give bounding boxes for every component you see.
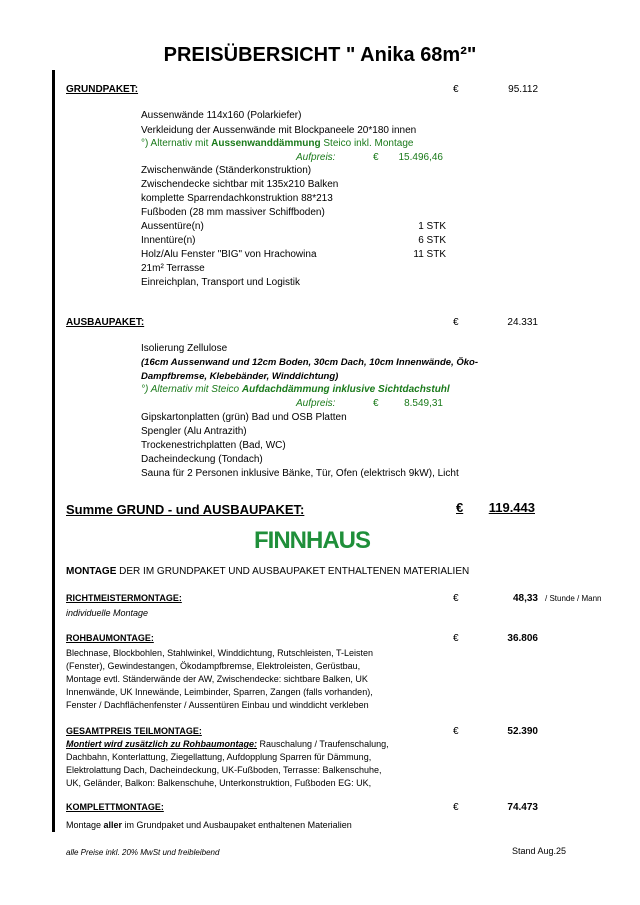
grund-item: Verkleidung der Aussenwände mit Blockpaneele 20*180 innen bbox=[141, 125, 417, 136]
ausbau-item: Gipskartonplatten (grün) Bad und OSB Platten bbox=[141, 412, 347, 423]
summe-label: Summe GRUND - und AUSBAUPAKET: bbox=[66, 502, 305, 517]
ausbau-item: Spengler (Alu Antrazith) bbox=[141, 426, 247, 437]
rohbau-price: 36.806 bbox=[507, 633, 538, 644]
teilmontage-line: UK, Geländer, Balkon: Balkenschuhe, Unterkonstruktion, Fußboden EG: UK, bbox=[66, 778, 372, 788]
richtmeister-unit: / Stunde / Mann bbox=[545, 594, 602, 603]
grundpaket-heading: GRUNDPAKET: bbox=[66, 84, 139, 95]
ausbaupaket-heading: AUSBAUPAKET: bbox=[66, 317, 145, 328]
teilmontage-line: Montiert wird zusätzlich zu Rohbaumontage: Rauschalung / Traufenschalung, bbox=[66, 739, 389, 749]
richtmeister-price: 48,33 bbox=[512, 593, 538, 604]
ausbau-iso-detail: Dampfbremse, Klebebänder, Winddichtung) bbox=[141, 371, 339, 382]
grundpaket-currency: € bbox=[453, 84, 459, 95]
ausbau-item: Dacheindeckung (Tondach) bbox=[141, 454, 263, 465]
ausbau-item: Sauna für 2 Personen inklusive Bänke, Tür, Ofen (elektrisch 9kW), Licht bbox=[141, 468, 459, 479]
komplettmontage-price: 74.473 bbox=[507, 802, 538, 813]
grund-alternative: °) Alternativ mit Aussenwanddämmung Steico inkl. Montage bbox=[141, 138, 414, 149]
rohbau-line: Blechnase, Blockbohlen, Stahlwinkel, Winddichtung, Rutschleisten, T-Leisten bbox=[66, 648, 374, 658]
footer-note: alle Preise inkl. 20% MwSt und freibleibend bbox=[66, 848, 220, 857]
komplettmontage-heading: KOMPLETTMONTAGE: bbox=[66, 802, 164, 812]
footer-stand: Stand Aug.25 bbox=[512, 846, 567, 856]
left-margin-bar bbox=[52, 70, 55, 832]
grund-item: komplette Sparrendachkonstruktion 88*213 bbox=[141, 193, 333, 204]
ausbau-iso-detail: (16cm Aussenwand und 12cm Boden, 30cm Dach, 10cm Innenwände, Öko- bbox=[141, 357, 478, 368]
montage-heading: MONTAGE DER IM GRUNDPAKET UND AUSBAUPAKET ENTHALTENEN MATERIALIEN bbox=[66, 566, 470, 577]
rohbau-line: Fenster / Dachflächenfenster / Aussentüren Einbau und winddicht verkleben bbox=[66, 700, 369, 710]
rohbau-line: Montage evtl. Ständerwände der AW, Zwischendecke: sichtbare Balken, UK bbox=[66, 674, 368, 684]
grund-item: 21m² Terrasse bbox=[141, 263, 205, 274]
grund-qty-item-name: Innentüre(n) bbox=[141, 235, 196, 246]
rohbau-line: (Fenster), Gewindestangen, Ökodampfbremse, Elektroleisten, Gerüstbau, bbox=[66, 661, 361, 671]
richtmeister-heading: RICHTMEISTERMONTAGE: bbox=[66, 593, 182, 603]
page-title: PREISÜBERSICHT " Anika 68m²" bbox=[163, 44, 477, 66]
ausbau-item: Trockenestrichplatten (Bad, WC) bbox=[141, 440, 286, 451]
komplettmontage-line: Montage aller im Grundpaket und Ausbaupaket enthaltenen Materialien bbox=[66, 820, 352, 830]
teilmontage-price: 52.390 bbox=[507, 726, 538, 737]
grund-item: Einreichplan, Transport und Logistik bbox=[141, 277, 300, 288]
grund-item: Fußboden (28 mm massiver Schiffboden) bbox=[141, 207, 325, 218]
grund-qty-item-name: Holz/Alu Fenster "BIG" von Hrachowina bbox=[141, 249, 317, 260]
ausbau-alternative: °) Alternativ mit Steico Aufdachdämmung inklusive Sichtdachstuhl bbox=[141, 384, 450, 395]
summe-value: 119.443 bbox=[488, 500, 535, 515]
teilmontage-currency: € bbox=[453, 726, 459, 737]
summe-currency: € bbox=[456, 500, 464, 515]
finnhaus-logo bbox=[252, 525, 372, 553]
grund-aufpreis-label: Aufpreis: bbox=[296, 152, 336, 163]
richtmeister-currency: € bbox=[453, 593, 459, 604]
grundpaket-price: 95.112 bbox=[508, 84, 538, 95]
grund-aufpreis-value: 15.496,46 bbox=[398, 152, 443, 163]
grund-qty-item-name: Aussentüre(n) bbox=[141, 221, 204, 232]
rohbau-line: Innenwände, UK Innewände, Leimbinder, Sparren, Zangen (falls vorhanden), bbox=[66, 687, 373, 697]
grund-item: Aussenwände 114x160 (Polarkiefer) bbox=[141, 110, 302, 121]
ausbau-aufpreis-value: 8.549,31 bbox=[404, 398, 443, 409]
ausbau-aufpreis-currency: € bbox=[373, 398, 379, 409]
grund-aufpreis-currency: € bbox=[373, 152, 379, 163]
finnhaus-logo-text: FINNHAUS bbox=[254, 527, 370, 553]
grund-item: Zwischenwände (Ständerkonstruktion) bbox=[141, 165, 312, 176]
rohbau-currency: € bbox=[453, 633, 459, 644]
richtmeister-note: individuelle Montage bbox=[66, 608, 149, 618]
grund-item: Zwischendecke sichtbar mit 135x210 Balken bbox=[141, 179, 339, 190]
grund-qty-item-qty: 6 STK bbox=[418, 235, 446, 246]
ausbau-iso-title: Isolierung Zellulose bbox=[141, 343, 228, 354]
ausbaupaket-currency: € bbox=[453, 317, 459, 328]
grund-qty-item-qty: 1 STK bbox=[418, 221, 446, 232]
ausbaupaket-price: 24.331 bbox=[507, 317, 538, 328]
rohbau-heading: ROHBAUMONTAGE: bbox=[66, 633, 154, 643]
teilmontage-line: Dachbahn, Konterlattung, Ziegellattung, Aufdopplung Sparren für Dämmung, bbox=[66, 752, 372, 762]
ausbau-aufpreis-label: Aufpreis: bbox=[296, 398, 336, 409]
grund-qty-item-qty: 11 STK bbox=[413, 249, 446, 260]
teilmontage-heading: GESAMTPREIS TEILMONTAGE: bbox=[66, 726, 202, 736]
teilmontage-line: Elektrolattung Dach, Dacheindeckung, UK-Fußboden, Terrasse: Balkenschuhe, bbox=[66, 765, 382, 775]
komplettmontage-currency: € bbox=[453, 802, 459, 813]
